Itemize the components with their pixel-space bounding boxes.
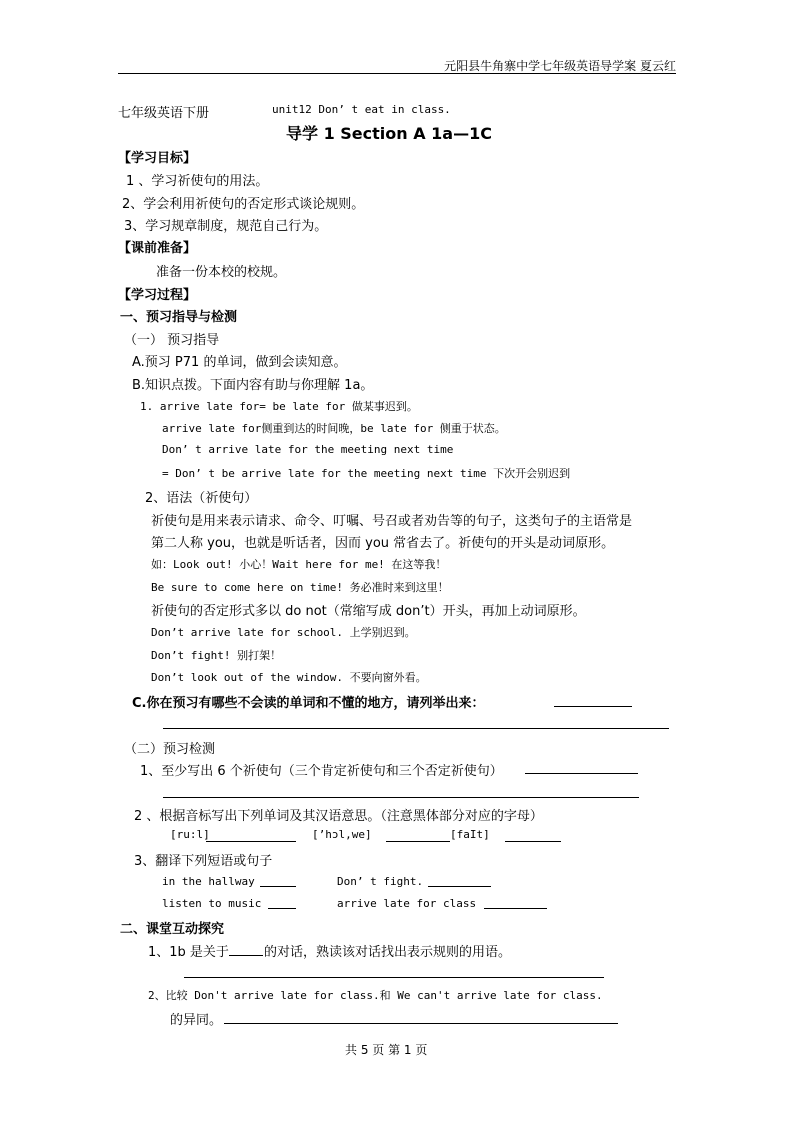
item-c: C.你在预习有哪些不会读的单词和不懂的地方，请列举出来：: [132, 696, 485, 711]
translate-item: listen to music: [162, 897, 262, 910]
answer-blank[interactable]: [386, 841, 450, 842]
answer-blank[interactable]: [224, 1023, 618, 1024]
question-r1: 1、1b 是关于: [148, 945, 229, 960]
section-heading: 二、课堂互动探究: [120, 922, 225, 937]
answer-blank[interactable]: [428, 886, 491, 887]
answer-blank[interactable]: [163, 728, 669, 729]
question-r2: 2、比较 Don't arrive late for class.和 We can't arrive late for class.: [148, 989, 603, 1002]
answer-blank[interactable]: [206, 841, 296, 842]
prep-text: 准备一份本校的校规。: [156, 265, 287, 280]
phonetic: [ru:l]: [170, 828, 210, 841]
grammar-text: 第二人称 you，也就是听话者，因而 you 常省去了。祈使句的开头是动词原形。: [151, 536, 615, 551]
item-b: B.知识点拨。下面内容有助与你理解 1a。: [132, 378, 374, 393]
answer-blank[interactable]: [554, 706, 632, 707]
answer-blank[interactable]: [268, 908, 296, 909]
answer-blank[interactable]: [163, 797, 639, 798]
answer-blank[interactable]: [525, 773, 638, 774]
translate-item: arrive late for class: [337, 897, 477, 910]
point-1-line: Don’ t arrive late for the meeting next time: [162, 443, 454, 456]
example-line: 如：Look out! 小心！Wait here for me! 在这等我！: [151, 558, 447, 571]
goal-item: 3、学习规章制度，规范自己行为。: [124, 219, 328, 234]
course-label: 七年级英语下册: [118, 106, 210, 121]
answer-blank[interactable]: [229, 955, 263, 956]
answer-blank[interactable]: [505, 841, 561, 842]
goal-item: 2、学会利用祈使句的否定形式谈论规则。: [122, 197, 365, 212]
example-line: Be sure to come here on time! 务必准时来到这里！: [151, 581, 449, 594]
grammar-text: 祈使句的否定形式多以 do not（常缩写成 don’t）开头，再加上动词原形。: [151, 604, 586, 619]
question-1: 1、至少写出 6 个祈使句（三个肯定祈使句和三个否定祈使句）: [140, 764, 503, 779]
subsection-heading: （一） 预习指导: [124, 333, 220, 348]
question-r1: 的对话，熟读该对话找出表示规则的用语。: [264, 945, 512, 960]
phonetic: [’hɔl,we]: [312, 828, 372, 841]
translate-item: in the hallway: [162, 875, 255, 888]
process-heading: 【学习过程】: [118, 288, 197, 303]
prep-heading: 【课前准备】: [118, 241, 197, 256]
question-r2: 的异同。: [170, 1013, 223, 1028]
answer-blank[interactable]: [260, 886, 296, 887]
item-a: A.预习 P71 的单词，做到会读知意。: [132, 355, 347, 370]
question-2: 2 、根据音标写出下列单词及其汉语意思。（注意黑体部分对应的字母）: [134, 809, 543, 824]
point-1-line: arrive late for侧重到达的时间晚，be late for 侧重于状态。: [162, 422, 506, 435]
subsection-heading: （二）预习检测: [124, 742, 216, 757]
header-rule: [118, 73, 676, 74]
page-footer: 共 5 页 第 1 页: [345, 1043, 428, 1057]
goal-item: 1 、学习祈使句的用法。: [126, 174, 269, 189]
page-header: 元阳县牛角寨中学七年级英语导学案 夏云红: [444, 59, 676, 73]
point-2: 2、语法（祈使句）: [145, 491, 258, 506]
grammar-text: 祈使句是用来表示请求、命令、叮嘱、号召或者劝告等的句子，这类句子的主语常是: [151, 514, 633, 529]
translate-item: Don’ t fight.: [337, 875, 424, 888]
point-1-line: = Don’ t be arrive late for the meeting next time 下次开会别迟到: [162, 467, 571, 480]
goals-heading: 【学习目标】: [118, 151, 197, 166]
example-line: Don’t arrive late for school. 上学别迟到。: [151, 626, 416, 639]
question-3: 3、翻译下列短语或句子: [134, 854, 273, 869]
unit-title: unit12 Don’ t eat in class.: [272, 103, 451, 116]
example-line: Don’t fight! 别打架！: [151, 649, 282, 662]
phonetic: [faIt]: [450, 828, 490, 841]
page-title: 导学 1 Section A 1a—1C: [286, 124, 492, 143]
example-line: Don’t look out of the window. 不要向窗外看。: [151, 671, 427, 684]
answer-blank[interactable]: [484, 908, 547, 909]
point-1: 1. arrive late for= be late for 做某事迟到。: [140, 400, 418, 413]
answer-blank[interactable]: [184, 977, 604, 978]
section-heading: 一、预习指导与检测: [120, 310, 238, 325]
